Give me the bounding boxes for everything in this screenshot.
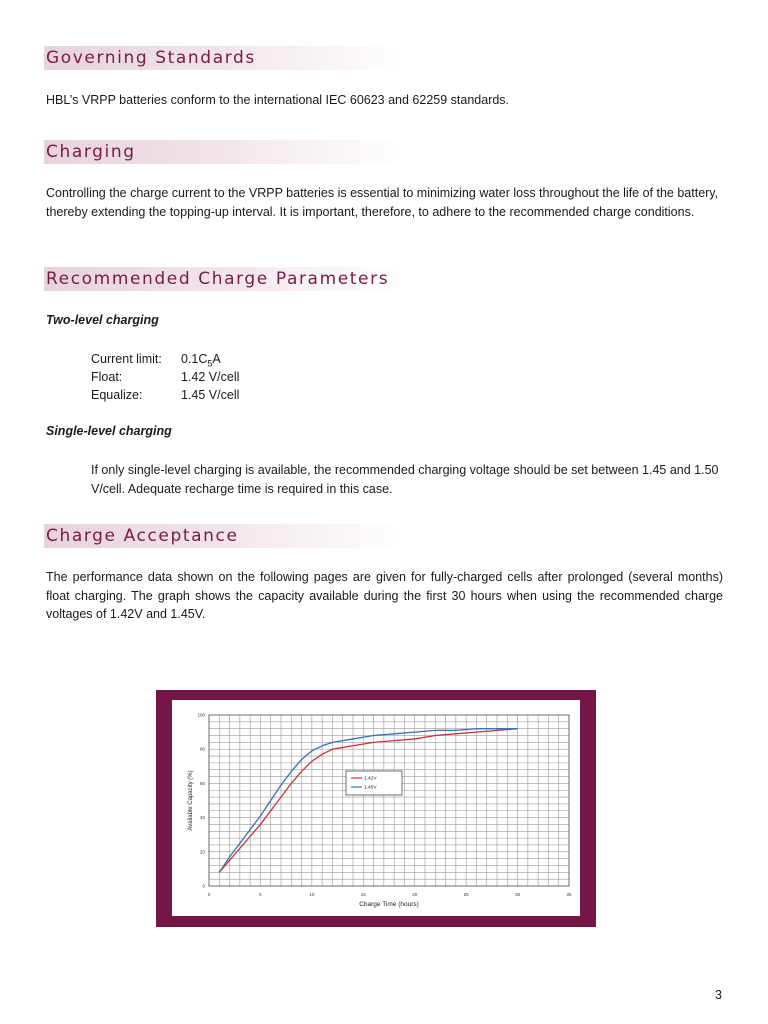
single-level-charging-text: If only single-level charging is available, the recommended charging voltage should be set between 1.45 and 1.50 V/cell. Adequate recharge time is required in this case. [91, 463, 719, 496]
x-tick-label: 25 [463, 892, 469, 897]
two-level-charging-label: Two-level charging [46, 313, 159, 327]
chart-panel [172, 700, 580, 916]
y-tick-label: 100 [197, 712, 205, 718]
charging-text: Controlling the charge current to the VRPP batteries is essential to minimizing water loss throughout the life of the battery, thereby extending the topping-up interval. It is important, therefore, to adhere to the recommended charge conditions. [46, 186, 719, 219]
x-tick-label: 35 [566, 892, 572, 897]
page-number: 3 [715, 988, 722, 1002]
series-line-145v [219, 729, 517, 873]
legend-label: 1.42V [364, 776, 377, 782]
y-tick-label: 80 [199, 746, 205, 752]
param-value-sub: 5 [207, 358, 213, 369]
x-tick-label: 0 [207, 892, 211, 897]
heading-recommended-charge-parameters: Recommended Charge Parameters [44, 267, 404, 291]
charge-acceptance-text: The performance data shown on the following pages are given for fully-charged cells after prolonged (several months) float charging. The graph shows the capacity available during the first 30 hours when using the recommended charge voltages of 1.42V and 1.45V. [46, 570, 723, 621]
param-value: 1.42 V/cell [181, 370, 240, 384]
heading-charge-acceptance: Charge Acceptance [44, 524, 404, 548]
x-tick-label: 5 [259, 892, 262, 897]
y-tick-label: 20 [199, 849, 205, 855]
x-tick-label: 15 [360, 892, 366, 897]
y-tick-label: 0 [202, 883, 205, 889]
param-row-float [91, 368, 239, 386]
param-key: Equalize: [91, 388, 143, 402]
legend-label: 1.45V [364, 785, 377, 791]
legend-box [346, 771, 402, 795]
single-level-charging-label: Single-level charging [46, 424, 172, 438]
x-tick-label: 20 [412, 892, 418, 897]
heading-governing-standards: Governing Standards [44, 46, 404, 70]
y-axis-label: Available Capacity (%) [188, 770, 194, 831]
chart-frame [156, 690, 596, 927]
param-value-prefix: 0.1C [181, 352, 208, 366]
param-value-suffix: A [212, 352, 221, 366]
y-tick-label: 60 [199, 780, 205, 786]
x-tick-label: 10 [309, 892, 315, 897]
governing-standards-text: HBL’s VRPP batteries conform to the international IEC 60623 and 62259 standards. [46, 93, 510, 107]
series-line-142v [219, 729, 517, 873]
x-axis-label: Charge Time (hours) [359, 901, 419, 908]
y-tick-label: 40 [199, 815, 205, 821]
heading-charging: Charging [44, 140, 404, 164]
charge-acceptance-chart [172, 700, 580, 916]
param-value [181, 352, 221, 369]
param-row-equalize [91, 386, 239, 404]
x-tick-label: 30 [515, 892, 521, 897]
param-key: Current limit: [91, 352, 162, 366]
param-key: Float: [91, 370, 123, 384]
param-value: 1.45 V/cell [181, 388, 240, 402]
